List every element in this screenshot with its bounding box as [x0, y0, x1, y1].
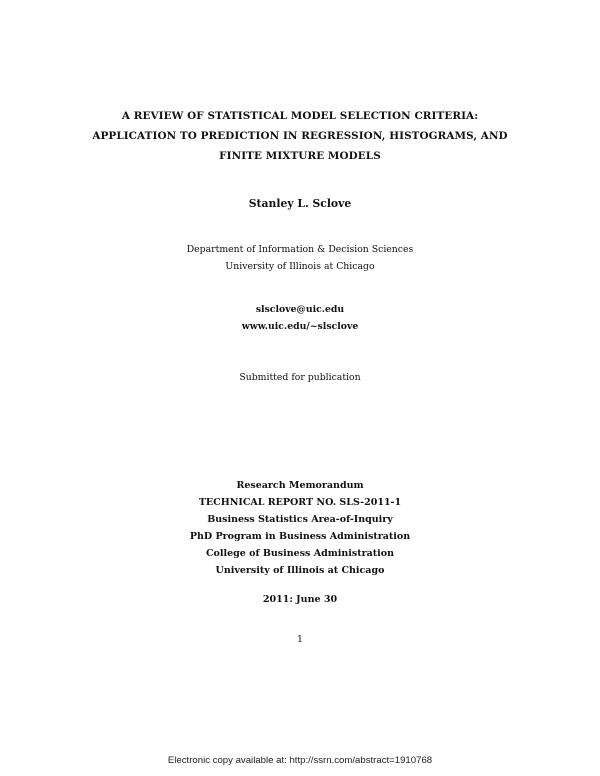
affiliation-block: [0, 241, 600, 275]
memo-line-4: PhD Program in Business Administration: [189, 531, 411, 542]
author-website: www.uic.edu/~slsclove: [241, 321, 359, 332]
report-info-block: [0, 477, 600, 579]
memo-line-3: Business Statistics Area-of-Inquiry: [207, 514, 393, 525]
submission-status: Submitted for publication: [239, 372, 361, 383]
page-number: 1: [297, 634, 303, 645]
memo-line-5: College of Business Administration: [205, 548, 395, 559]
department-name: Department of Information & Decision Sciences: [186, 244, 414, 255]
title-line-2: APPLICATION TO PREDICTION IN REGRESSION, HISTOGRAMS, AND: [92, 130, 508, 142]
ssrn-footer: Electronic copy available at: http://ssrn.com/abstract=1910768: [167, 755, 433, 766]
university-name: University of Illinois at Chicago: [225, 261, 375, 272]
memo-line-6: University of Illinois at Chicago: [215, 565, 385, 576]
title-line-1: A REVIEW OF STATISTICAL MODEL SELECTION CRITERIA:: [121, 110, 479, 122]
author-email: slsclove@uic.edu: [255, 304, 345, 315]
memo-line-1: Research Memorandum: [236, 480, 364, 491]
author-name: Stanley L. Sclove: [248, 197, 352, 210]
report-date: 2011: June 30: [262, 594, 338, 605]
paper-title: [0, 106, 600, 166]
memo-line-2: TECHNICAL REPORT NO. SLS-2011-1: [198, 497, 402, 508]
title-line-3: FINITE MIXTURE MODELS: [219, 150, 381, 162]
contact-block: [0, 301, 600, 335]
